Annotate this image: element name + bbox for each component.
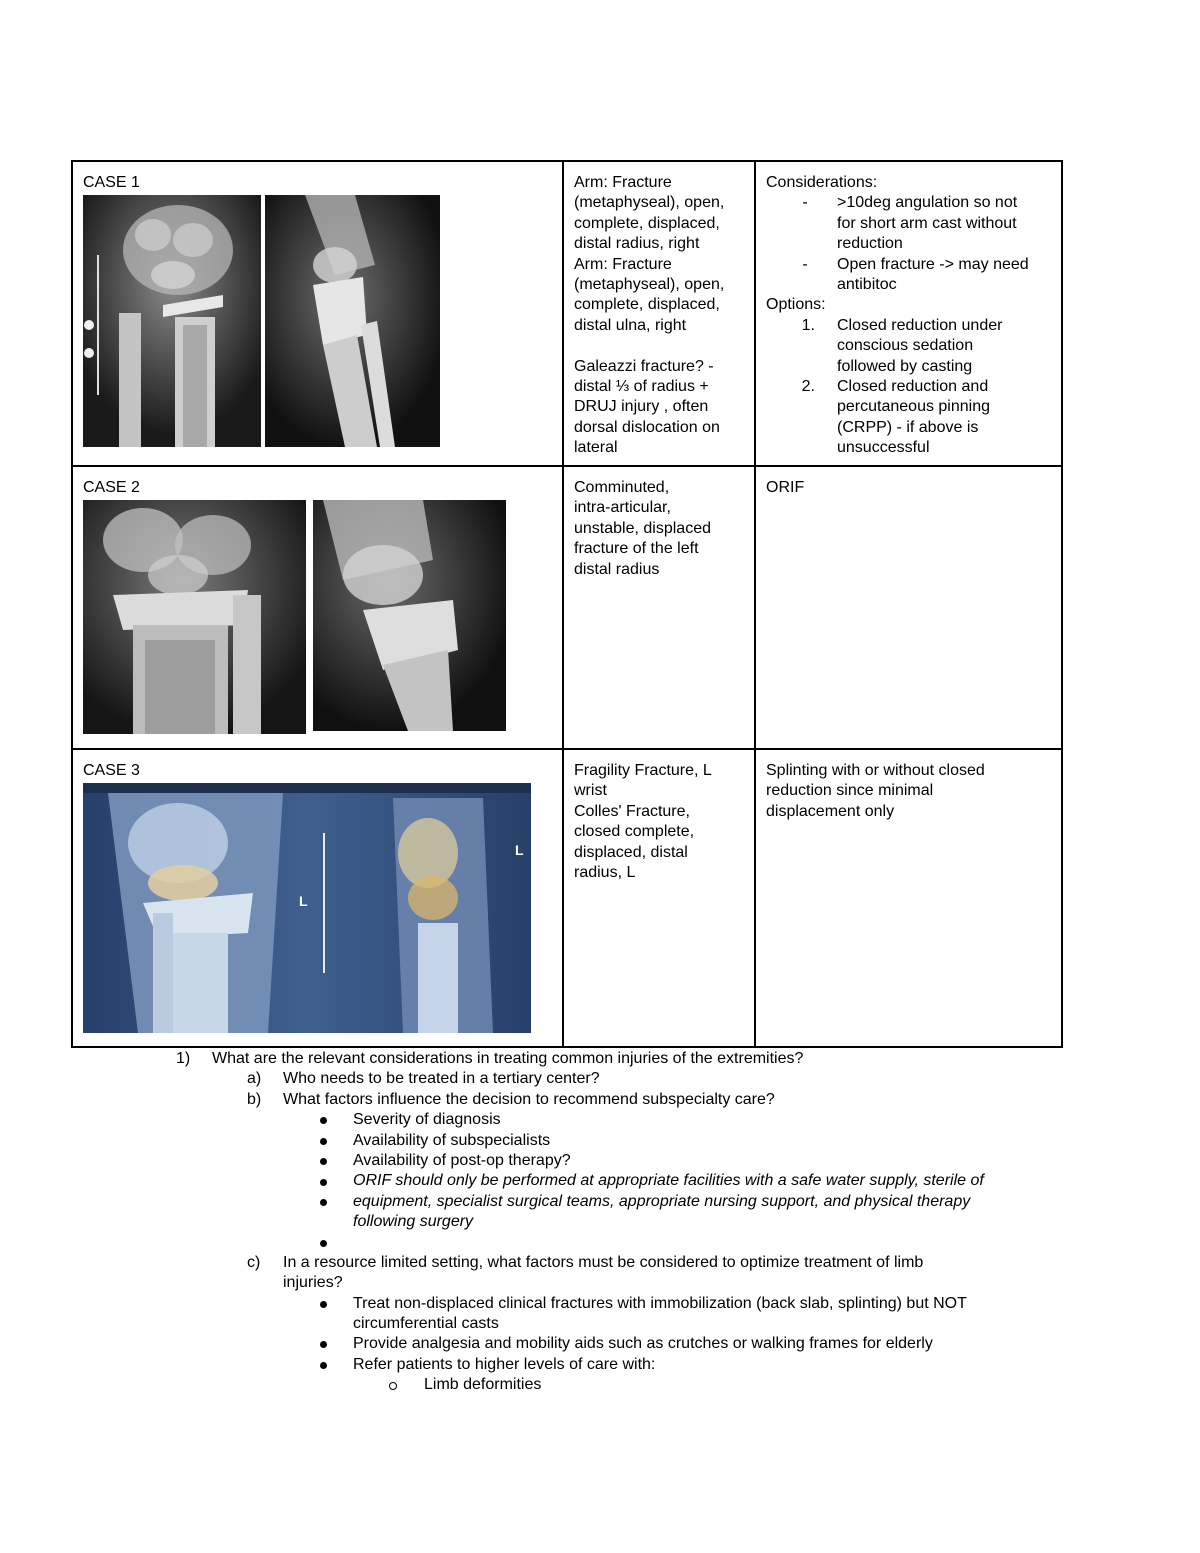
case-2-images-cell (72, 466, 563, 749)
q1-text: What are the relevant considerations in treating common injuries of the extremities? (212, 1050, 804, 1067)
bullet-icon (320, 1158, 327, 1165)
list-item: Availability of subspecialists (353, 1132, 551, 1149)
list-item: circumferential casts (353, 1315, 499, 1332)
case-1-diagnosis: Arm: Fracture (metaphyseal), open, complete, displaced, distal radius, right Arm: Fracture (metaphyseal), open, complete, displaced, distal ulna, right Galeazzi fracture? - distal ⅓ of radius + DRUJ injury , often dorsal dislocation on lateral (563, 161, 755, 466)
case-3-images-cell (72, 749, 563, 1047)
list-item: - Open fracture -> may need antibitoc (802, 255, 1029, 294)
qc-number: c) (247, 1254, 261, 1271)
qb-text: What factors influence the decision to recommend subspecialty care? (283, 1091, 775, 1108)
qa-number: a) (247, 1070, 262, 1087)
bullet-icon (320, 1341, 327, 1348)
list-item: 2. Closed reduction and percutaneous pinning (CRPP) - if above is unsuccessful (801, 378, 991, 457)
case-1-row (72, 161, 1062, 466)
considerations-list (766, 193, 1052, 295)
cases-table (71, 160, 1063, 1048)
list-item: - >10deg angulation so not for short arm cast without reduction (802, 194, 1018, 253)
list-item: Severity of diagnosis (353, 1111, 501, 1128)
qa-text: Who needs to be treated in a tertiary center? (283, 1070, 600, 1087)
case-3-row (72, 749, 1062, 1047)
options-list (766, 316, 1052, 459)
qc-text-line2: injuries? (283, 1274, 343, 1291)
list-item: ORIF should only be performed at appropriate facilities with a safe water supply, sterile of (353, 1172, 984, 1189)
case-1-xray-ap (83, 195, 261, 447)
case-2-label: CASE 2 (83, 479, 140, 496)
q1-number: 1) (176, 1050, 191, 1067)
case-1-images-cell (72, 161, 563, 466)
list-item: Treat non-displaced clinical fractures with immobilization (back slab, splinting) but NOT (353, 1295, 967, 1312)
bullet-icon (320, 1301, 327, 1308)
case-1-xray-lateral (265, 195, 440, 447)
case-3-xray (83, 783, 531, 1033)
case-3-diagnosis: Fragility Fracture, L wrist Colles' Fracture, closed complete, displaced, distal radius, L (563, 749, 755, 1047)
case-2-plan: ORIF (755, 466, 1062, 749)
bullet-icon (320, 1240, 327, 1247)
list-item: Refer patients to higher levels of care with: (353, 1356, 656, 1373)
list-item: Limb deformities (424, 1376, 542, 1393)
case-2-diagnosis: Comminuted, intra-articular, unstable, displaced fracture of the left distal radius (563, 466, 755, 749)
list-item: following surgery (353, 1213, 474, 1230)
bullet-icon (320, 1199, 327, 1206)
case-2-row (72, 466, 1062, 749)
list-item: equipment, specialist surgical teams, appropriate nursing support, and physical therapy (353, 1193, 971, 1210)
bullet-icon (320, 1138, 327, 1145)
bullet-icon (320, 1179, 327, 1186)
bullet-icon (320, 1117, 327, 1124)
circle-bullet-icon (389, 1382, 397, 1390)
considerations-heading: Considerations: (766, 174, 878, 191)
case-2-xray-lateral (313, 500, 506, 731)
case-3-plan: Splinting with or without closed reduction since minimal displacement only (755, 749, 1062, 1047)
bullet-icon (320, 1362, 327, 1369)
qc-text-line1: In a resource limited setting, what factors must be considered to optimize treatment of limb (283, 1254, 924, 1271)
case-3-marker-right: L (515, 842, 524, 859)
qb-number: b) (247, 1091, 262, 1108)
case-1-label: CASE 1 (83, 174, 140, 191)
case-3-marker-left: L (299, 893, 308, 910)
list-item: 1. Closed reduction under conscious sedation followed by casting (801, 316, 1003, 375)
case-1-plan-cell (755, 161, 1062, 466)
case-3-label: CASE 3 (83, 762, 140, 779)
list-item: Provide analgesia and mobility aids such as crutches or walking frames for elderly (353, 1335, 933, 1352)
case-2-xray-ap (83, 500, 306, 734)
options-heading: Options: (766, 296, 826, 314)
list-item: Availability of post-op therapy? (353, 1152, 571, 1169)
